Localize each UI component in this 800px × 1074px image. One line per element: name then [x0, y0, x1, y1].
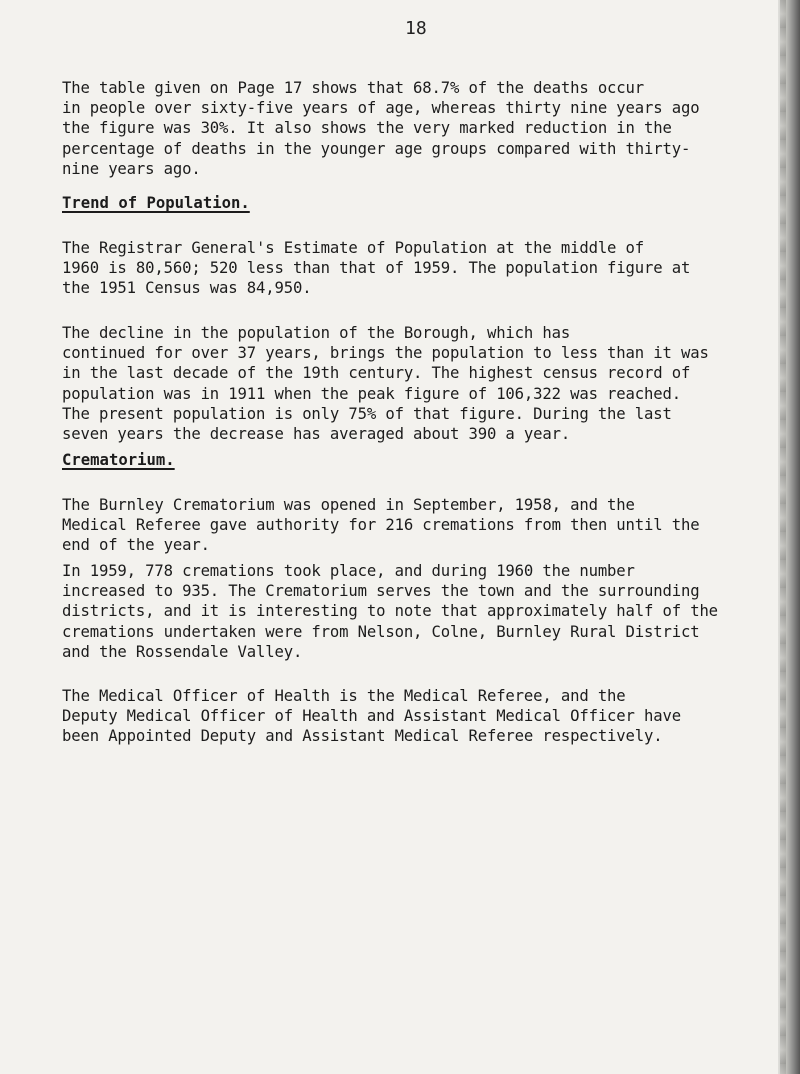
paragraph-deaths-age: The table given on Page 17 shows that 68.7% of the deaths occur in people over sixty-five years of age, whereas thirty nine years ago the figure was 30%. It also shows the very marked reduction in the percentage of deaths in the younger age groups compared with thirty- nine years ago. — [62, 79, 700, 178]
paragraph-population-decline: The decline in the population of the Borough, which has continued for over 37 years, brings the population to less than it was in the last decade of the 19th century. The highest census record of population was in 1911 when the peak figure of 106,322 was reached. The present population is only 75% of that figure. During the last seven years the decrease has averaged about 390 a year. — [62, 324, 709, 444]
paragraph-population-estimate: The Registrar General's Estimate of Population at the middle of 1960 is 80,560; 520 less than that of 1959. The population figure at the 1951 Census was 84,950. — [62, 239, 691, 298]
paragraph-medical-referee: The Medical Officer of Health is the Medical Referee, and the Deputy Medical Officer of Health and Assistant Medical Officer have been Appointed Deputy and Assistant Medical Referee respectively. — [62, 687, 681, 746]
page-edge-texture — [780, 0, 786, 1074]
paragraph-cremation-numbers: In 1959, 778 cremations took place, and during 1960 the number increased to 935. The Crematorium serves the town and the surrounding districts, and it is interesting to note that approximately half of the cremations undertaken were from Nelson, Colne, Burnley Rural District and the Rossendale Valley. — [62, 562, 718, 661]
paragraph-crematorium-opened: The Burnley Crematorium was opened in September, 1958, and the Medical Referee gave authority for 216 cremations from then until the end of the year. — [62, 496, 700, 555]
page-number: 18 — [405, 18, 427, 39]
heading-trend-of-population: Trend of Population. — [62, 194, 250, 212]
heading-crematorium: Crematorium. — [62, 451, 175, 469]
